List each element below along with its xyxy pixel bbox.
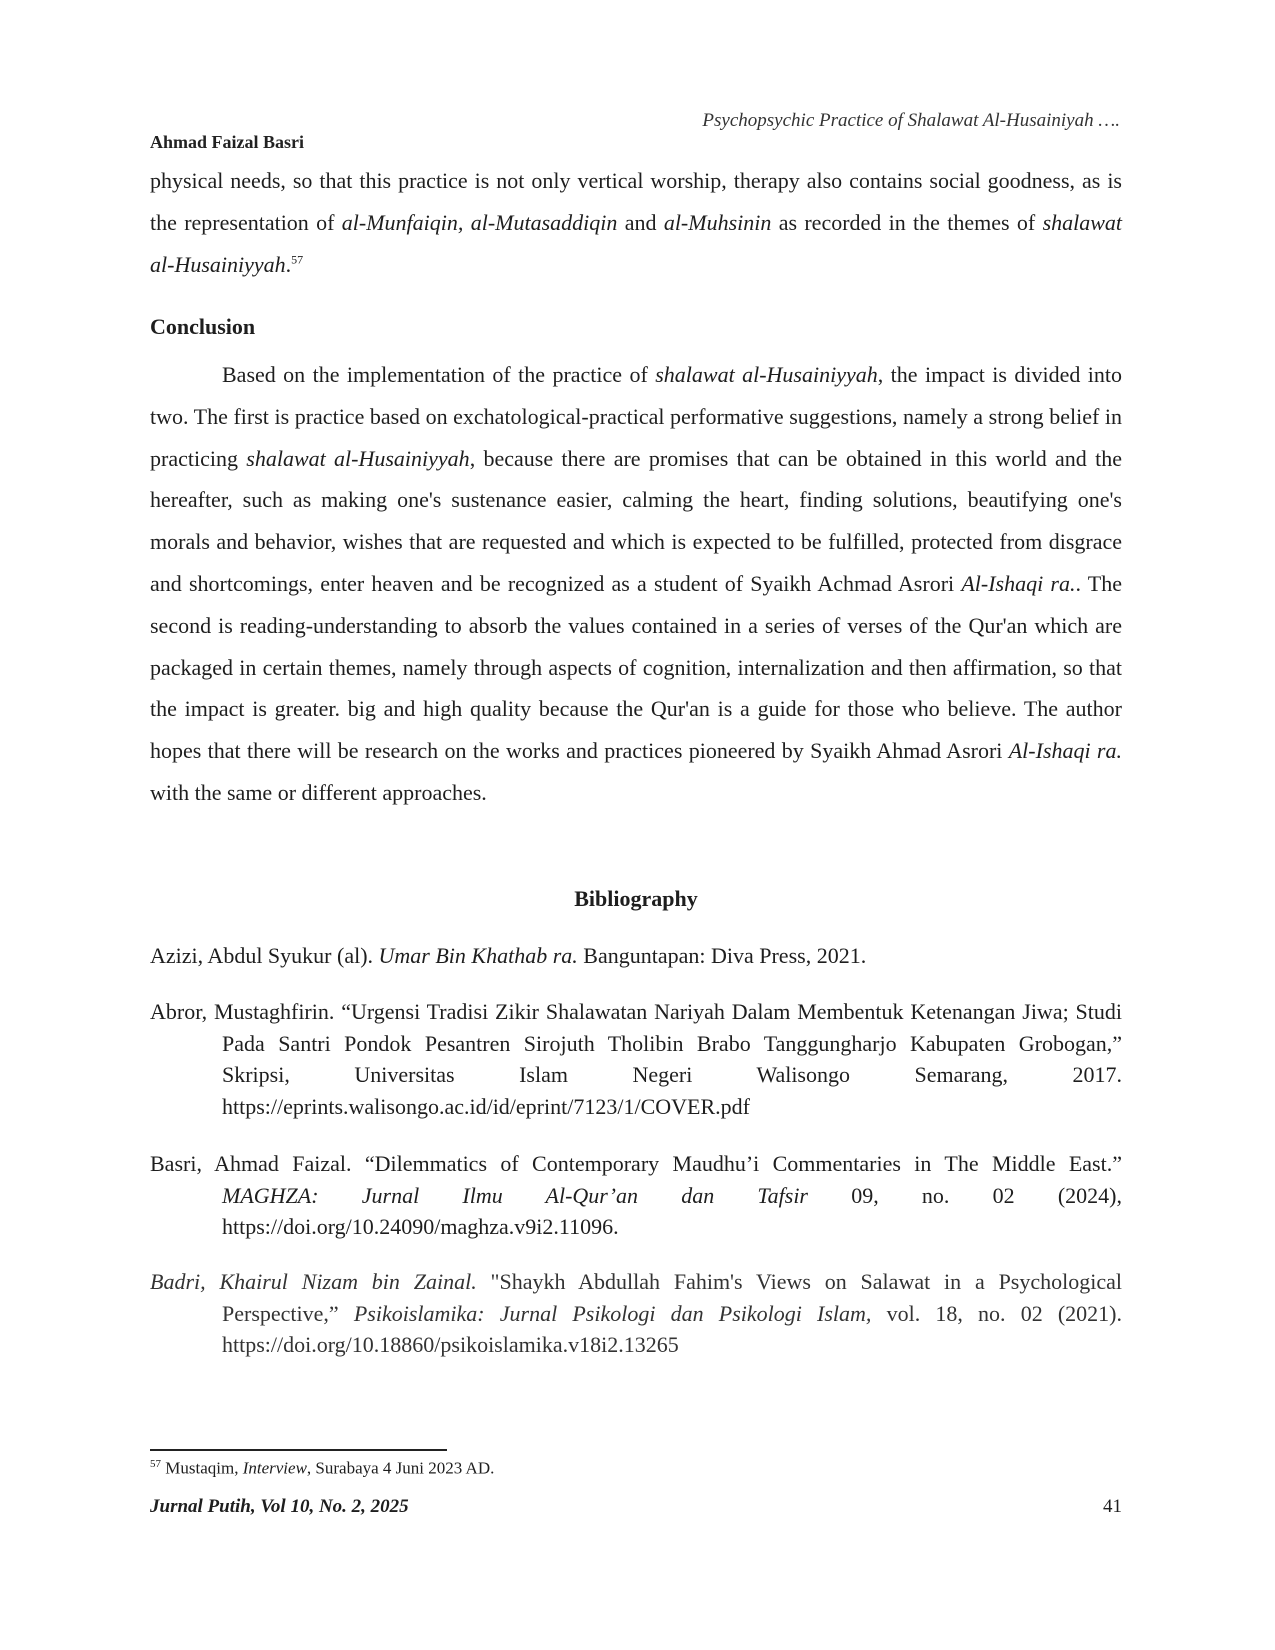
bibliography-entry	[150, 996, 1122, 1122]
text: .	[285, 251, 292, 277]
italic-term: Interview	[242, 1458, 307, 1478]
italic-term: al-Munfaiqin, al-Mutasaddiqin	[341, 209, 618, 235]
italic-title: Umar Bin Khathab ra.	[378, 943, 578, 968]
text: . The second is reading-understanding to absorb the values contained in a series of verses of the Qur'an which are packaged in certain themes, namely through aspects of cognition, internalization and then affirmation, so that the impact is greater. big and high quality because the Qur'an is a guide for those who believe. The author hopes that there will be research on the works and practices pioneered by Syaikh Ahmad Asrori	[150, 570, 1122, 764]
text: , Surabaya 4 Juni 2023 AD.	[306, 1458, 495, 1478]
text: vol. 18, no. 02 (2021). https://doi.org/10.18860/psikoislamika.v18i2.13265	[222, 1300, 1123, 1357]
italic-term: al-Muhsinin	[663, 209, 772, 235]
running-head-title: Psychopsychic Practice of Shalawat Al-Husainiyah ….	[702, 110, 1120, 131]
italic-author: Badri, Khairul Nizam bin Zainal.	[150, 1269, 477, 1294]
text: with the same or different approaches.	[150, 779, 487, 805]
journal-name: Jurnal Putih, Vol 10, No. 2, 2025	[150, 1496, 409, 1517]
text: Basri, Ahmad Faizal. “Dilemmatics of Contemporary Maudhu’i Commentaries in The Middle East.”	[150, 1151, 1122, 1176]
running-head-author: Ahmad Faizal Basri	[150, 132, 305, 152]
section-heading-conclusion: Conclusion	[150, 314, 256, 339]
page-number: 41	[1103, 1496, 1122, 1517]
text: , because there are promises that can be obtained in this world and the hereafter, such as making one's sustenance easier, calming the heart, finding solutions, beautifying one's morals and behavior, wishes that are requested and which is expected to be fulfilled, protected from disgrace and shortcomings, enter heaven and be recognized as a student of Syaikh Achmad Asrori	[150, 445, 1122, 596]
text: "Shaykh Abdullah Fahim's Views on Salawat in a Psychological Perspective,”	[222, 1269, 1122, 1326]
footnote	[150, 1458, 494, 1479]
italic-term: shalawat al-Husainiyyah	[655, 362, 878, 387]
italic-title: MAGHZA: Jurnal Ilmu Al-Qur’an dan Tafsir	[222, 1182, 808, 1208]
text: 09, no. 02 (2024), https://doi.org/10.24090/maghza.v9i2.11096.	[222, 1182, 1122, 1239]
bibliography-entry	[150, 1266, 1122, 1361]
intro-paragraph	[150, 160, 1122, 285]
footnote-separator	[150, 1449, 447, 1451]
italic-term: Al-Ishaqi ra.	[961, 570, 1076, 596]
text: as recorded in the themes of	[771, 209, 1043, 235]
bibliography-entry	[150, 940, 1122, 972]
text: physical needs, so that this practice is not only vertical worship, therapy also contains social goodness, as is the representation of	[150, 168, 1122, 235]
italic-term: shalawat al-Husainiyyah	[246, 445, 470, 471]
text: , the impact is divided into two. The first is practice based on exchatological-practical performative suggestions, namely a strong belief in practicing	[150, 362, 1122, 471]
footnote-reference[interactable]: 57	[291, 252, 304, 267]
italic-term: Al-Ishaqi ra.	[1008, 738, 1122, 764]
conclusion-paragraph	[150, 354, 1122, 814]
section-heading-bibliography: Bibliography	[574, 886, 698, 911]
text: Azizi, Abdul Syukur (al).	[150, 943, 379, 968]
text: and	[617, 209, 664, 235]
footnote-number: 57	[150, 1458, 161, 1470]
text: Mustaqim,	[161, 1458, 243, 1478]
text: Abror, Mustaghfirin. “Urgensi Tradisi Zikir Shalawatan Nariyah Dalam Membentuk Ketenangan Jiwa; Studi Pada Santri Pondok Pesantren Sirojuth Tholibin Brabo Tanggungharjo Kabupaten Grobogan,” Skripsi, Universitas Islam Negeri Walisongo Semarang, 2017. https://eprints.walisongo.ac.id/id/eprint/7123/1/COVER.pdf	[150, 999, 1122, 1119]
bibliography-entry	[150, 1148, 1122, 1243]
text: Banguntapan: Diva Press, 2021.	[577, 943, 867, 968]
text: Based on the implementation of the practice of	[222, 362, 656, 387]
italic-term: shalawat al-Husainiyyah	[150, 209, 1123, 277]
italic-title: Psikoislamika: Jurnal Psikologi dan Psikologi Islam,	[353, 1300, 872, 1326]
